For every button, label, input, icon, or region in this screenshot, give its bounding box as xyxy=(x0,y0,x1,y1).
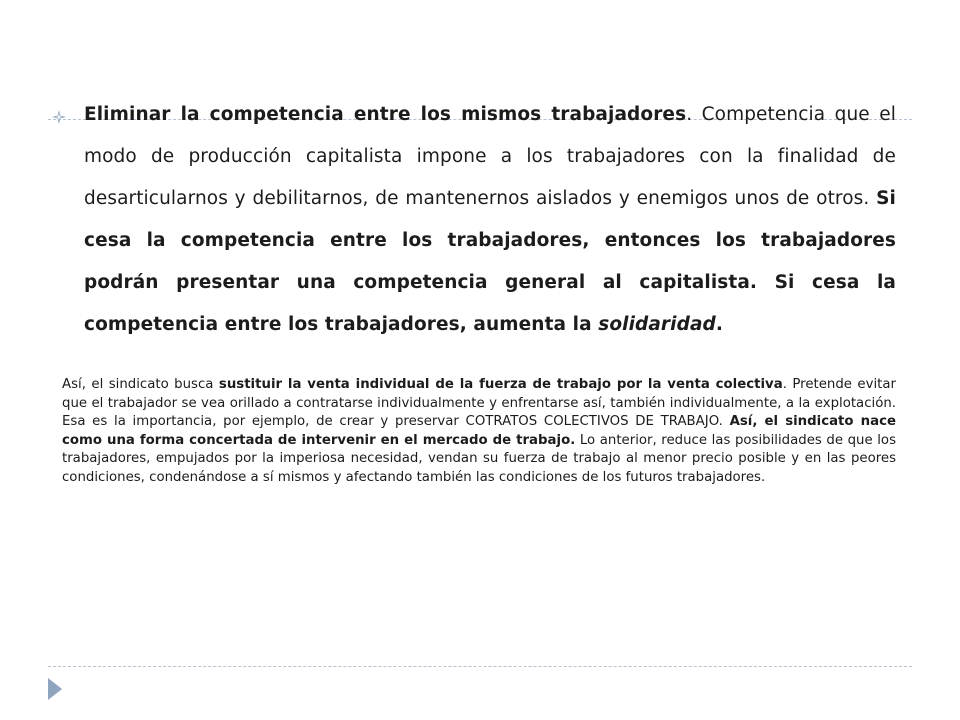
bullet-heading: Eliminar la competencia entre los mismos trabajadores xyxy=(84,104,687,125)
bullet-emphasis: Si cesa la competencia entre los trabajadores, entonces los trabajadores podrán presentar una competencia general al capitalista. Si cesa la competencia entre los trabajadores, aumenta la xyxy=(84,188,896,335)
para-lead: Así, el sindicato busca xyxy=(62,377,219,392)
para-strong-2: Así, el sindicato nace como una forma concertada de intervenir en el mercado de trabajo. xyxy=(62,414,897,448)
bullet-intro: Competencia que el modo de producción capitalista impone a los trabajadores con la finalidad de desarticularnos y debilitarnos, de mantenernos aislados y enemigos unos de otros. xyxy=(84,104,896,209)
body-paragraph xyxy=(62,376,896,487)
bullet-heading-end: . xyxy=(686,104,693,125)
bullet-text xyxy=(84,94,896,346)
bottom-divider xyxy=(48,666,912,667)
para-strong-1: sustituir la venta individual de la fuerza de trabajo por la venta colectiva xyxy=(218,377,783,392)
para-middle: . Pretende evitar que el trabajador se vea orillado a contratarse individualmente y enfrentarse así, también individualmente, a la explotación. Esa es la importancia, por ejemplo, de crear y preservar COTRATOS COLECTIVOS DE TRABAJO. xyxy=(62,377,896,429)
bullet-emphasis-end: . xyxy=(715,314,724,335)
bullet-point xyxy=(46,94,896,346)
bullet-emphasis-italic: solidaridad xyxy=(598,314,716,335)
corner-triangle-icon xyxy=(48,678,62,700)
para-tail: Lo anterior, reduce las posibilidades de que los trabajadores, empujados por la imperiosa necesidad, vendan su fuerza de trabajo al menor precio posible y en las peores condiciones, condenándose a sí mismos y afectando también las condiciones de los futuros trabajadores. xyxy=(62,432,896,485)
diamond-bullet-icon xyxy=(51,109,67,125)
